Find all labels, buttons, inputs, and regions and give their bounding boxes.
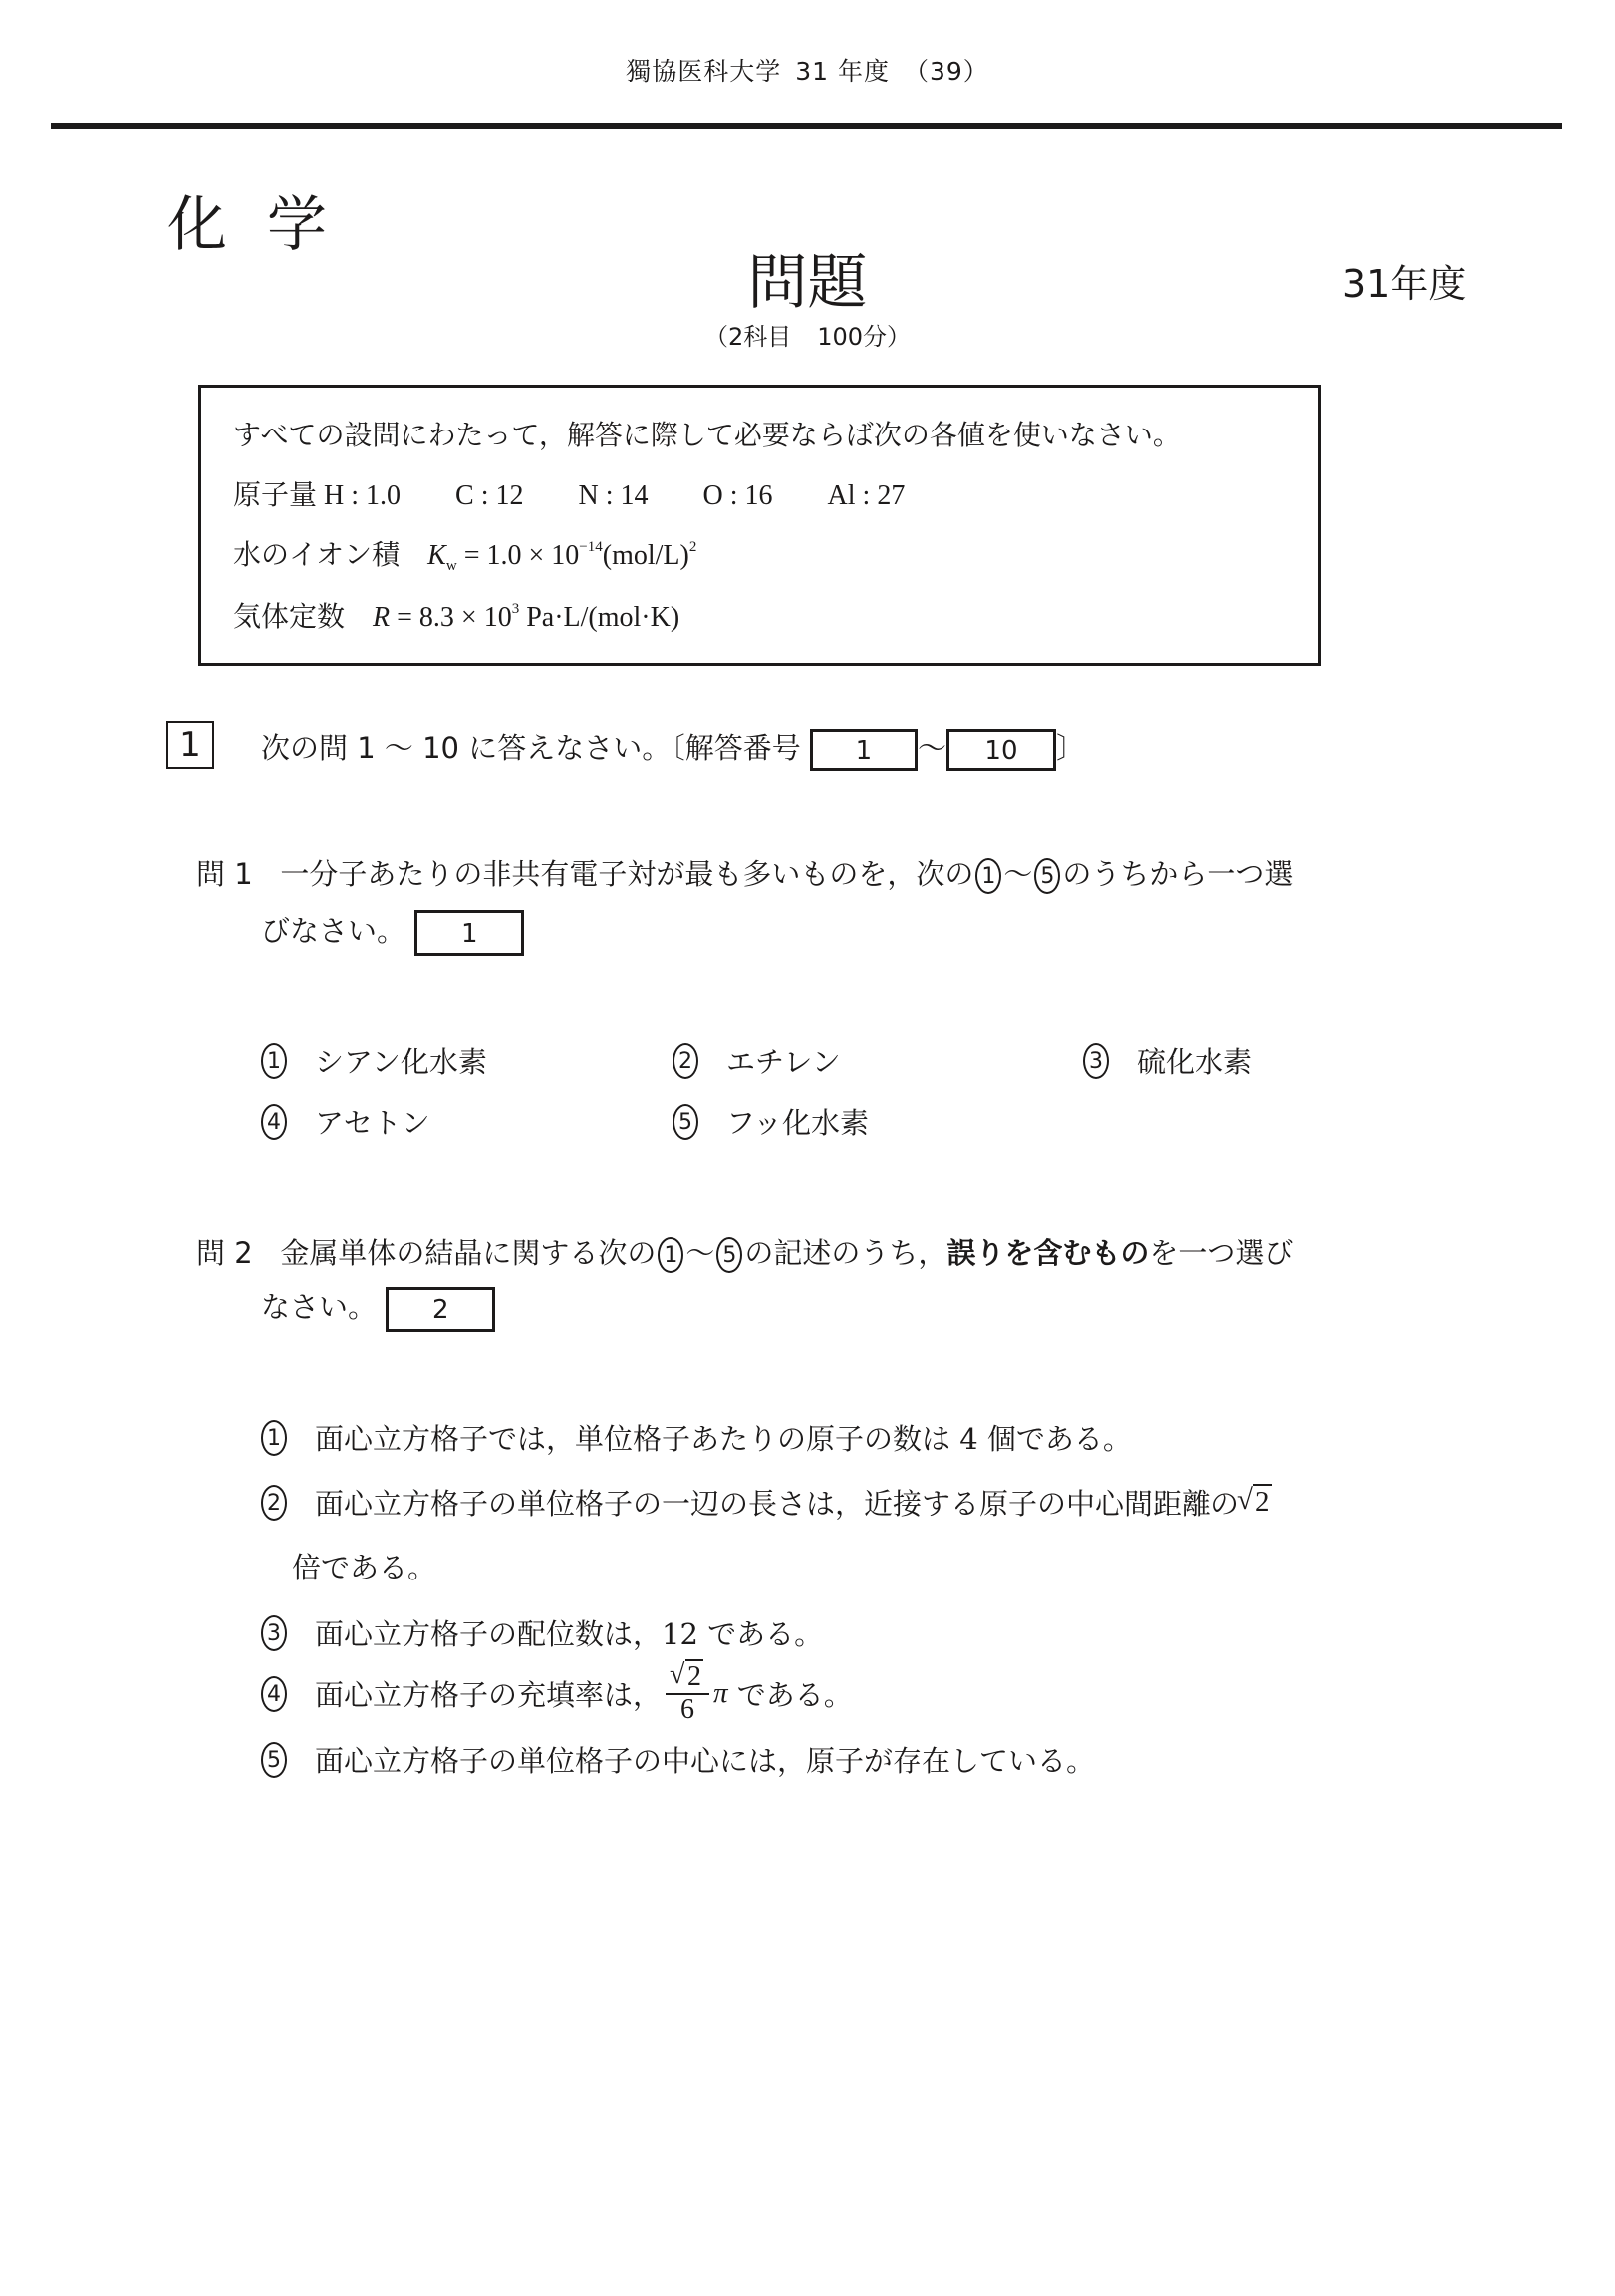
emphasis-text: 誤りを含むもの	[946, 1236, 1150, 1270]
range-tilde: ～	[917, 731, 946, 765]
atomic-mass-c: C : 12	[455, 480, 524, 511]
q1-option-5: 5 フッ化水素	[671, 1101, 869, 1142]
atomic-masses	[233, 473, 952, 513]
q1-option-1: 1 シアン化水素	[259, 1040, 487, 1081]
circled-number-icon: 1	[261, 1420, 287, 1456]
atomic-mass-al: Al : 27	[827, 480, 906, 511]
circled-number-icon: 5	[716, 1237, 742, 1273]
question-1-line2: びなさい。 1	[261, 909, 524, 956]
constants-intro: すべての設問にわたって，解答に際して必要ならば次の各値を使いなさい。	[233, 419, 1181, 451]
q2-option-2-continuation: 倍である。	[292, 1551, 437, 1584]
exam-duration: 100分）	[817, 323, 912, 351]
question-1-line1: 問 1 一分子あたりの非共有電子対が最も多いものを，次の 1 ～ 5 のうちから一つ選	[196, 852, 1293, 894]
q2-option-5: 5 面心立方格子の単位格子の中心には，原子が存在している。	[259, 1739, 1095, 1780]
header-university: 獨協医科大学	[626, 57, 782, 86]
section-number-box: 1	[166, 721, 214, 769]
header-rule	[51, 123, 1562, 129]
circled-number-icon: 3	[1083, 1043, 1109, 1079]
circled-number-icon: 5	[673, 1104, 698, 1140]
question-2-line2: なさい。 2	[261, 1286, 495, 1332]
circled-number-icon: 3	[261, 1615, 287, 1651]
answer-box-1: 1	[414, 910, 524, 956]
q1-option-2: 2 エチレン	[671, 1040, 841, 1081]
fraction-expression: √ $\frac{2}{6}$	[666, 1662, 709, 1726]
circled-number-icon: 2	[673, 1043, 698, 1079]
gas-constant-label: 気体定数	[233, 600, 346, 633]
circled-number-icon: 5	[1034, 858, 1060, 894]
question-2-line1: 問 2 金属単体の結晶に関する次の 1 ～ 5 の記述のうち，誤りを含むものを一つ選び	[196, 1231, 1293, 1273]
gas-constant: 気体定数 $R = 8.3 \times 10^3$ Pa·L/(mol·K)	[233, 600, 680, 633]
fiscal-year: 31年度	[1342, 262, 1467, 306]
q1-option-3: 3 硫化水素	[1081, 1040, 1252, 1081]
answer-number-box-end: 10	[946, 729, 1056, 771]
circled-number-icon: 4	[261, 1104, 287, 1140]
atomic-mass-label: 原子量	[233, 478, 318, 511]
atomic-mass-h: H : 1.0	[324, 480, 402, 511]
q2-option-1: 1 面心立方格子では，単位格子あたりの原子の数は 4 個である。	[259, 1417, 1132, 1458]
header-page-number: （39）	[903, 57, 989, 86]
water-ion-product: 水のイオン積 $K_w = 1.0 \times 10^{-14}(mol/L)^2$	[233, 538, 697, 574]
atomic-mass-n: N : 14	[578, 480, 649, 511]
header-year: 31 年度	[795, 57, 890, 86]
circled-number-icon: 5	[261, 1742, 287, 1778]
exam-info	[0, 317, 1615, 352]
circled-number-icon: 4	[261, 1676, 287, 1712]
water-ion-product-label: 水のイオン積	[233, 538, 401, 571]
answer-number-box-start: 1	[810, 729, 918, 771]
section-instruction	[261, 726, 1085, 771]
q2-option-4: 4 面心立方格子の充填率は， √ $\frac{2}{6}$ π である。	[259, 1662, 853, 1726]
atomic-mass-o: O : 16	[702, 480, 773, 511]
subject-title: 化学	[167, 190, 367, 260]
q1-option-4: 4 アセトン	[259, 1101, 430, 1142]
running-header	[0, 52, 1615, 88]
circled-number-icon: 2	[261, 1485, 287, 1521]
circled-number-icon: 1	[658, 1237, 683, 1273]
question-1-label: 問 1	[196, 857, 253, 891]
question-2-label: 問 2	[196, 1236, 253, 1270]
circled-number-icon: 1	[975, 858, 1001, 894]
q2-option-3: 3 面心立方格子の配位数は，12 である。	[259, 1612, 823, 1653]
close-bracket: 〕	[1055, 731, 1085, 765]
page-title: 問題	[747, 248, 868, 318]
exam-subjects: （2科目	[703, 323, 792, 351]
answer-box-2: 2	[386, 1287, 495, 1332]
sqrt-expression: √ 2	[1239, 1486, 1272, 1519]
circled-number-icon: 1	[261, 1043, 287, 1079]
section-instruction-text: 次の問 1 ～ 10 に答えなさい。〔解答番号	[261, 731, 801, 765]
constants-box	[198, 385, 1321, 666]
q2-option-2: 2 面心立方格子の単位格子の一辺の長さは，近接する原子の中心間距離の √ 2	[259, 1482, 1272, 1523]
